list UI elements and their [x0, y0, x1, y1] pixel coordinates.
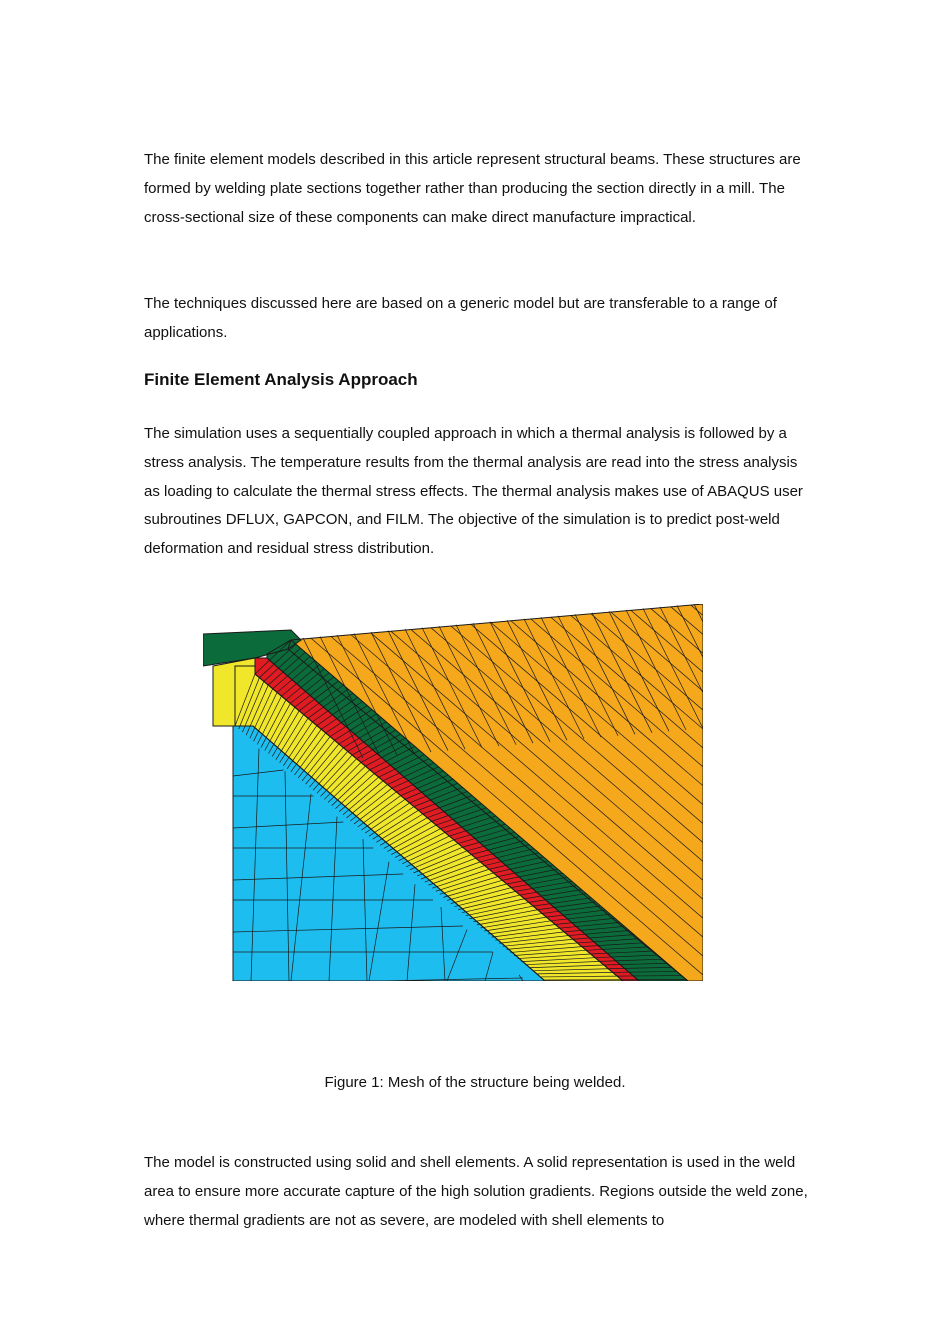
paragraph-transferability: The techniques discussed here are based on a generic model but are transferable to a range of applications.	[144, 295, 777, 341]
paragraph-model-construction: The model is constructed using solid and shell elements. A solid representation is used in the weld area to ensure more accurate capture of the high solution gradients. Regions outside the weld zone, where thermal gradients are not as severe, are modeled with shell elements to	[144, 1154, 808, 1229]
section-heading: Finite Element Analysis Approach	[144, 370, 418, 389]
figure-mesh	[203, 604, 703, 981]
figure-caption: Figure 1: Mesh of the structure being welded.	[324, 1074, 626, 1091]
paragraph-simulation: The simulation uses a sequentially coupled approach in which a thermal analysis is followed by a stress analysis. The temperature results from the thermal analysis are read into the stress analysis as loading to calculate the thermal stress effects. The thermal analysis makes use of ABAQUS user subroutines DFLUX, GAPCON, and FILM. The objective of the simulation is to predict post-weld deformation and residual stress distribution.	[144, 425, 803, 558]
mesh-figure-image	[203, 604, 703, 981]
paragraph-intro: The finite element models described in this article represent structural beams. These structures are formed by welding plate sections together rather than producing the section directly in a mill. The cross-sectional size of these components can make direct manufacture impractical.	[144, 151, 801, 226]
